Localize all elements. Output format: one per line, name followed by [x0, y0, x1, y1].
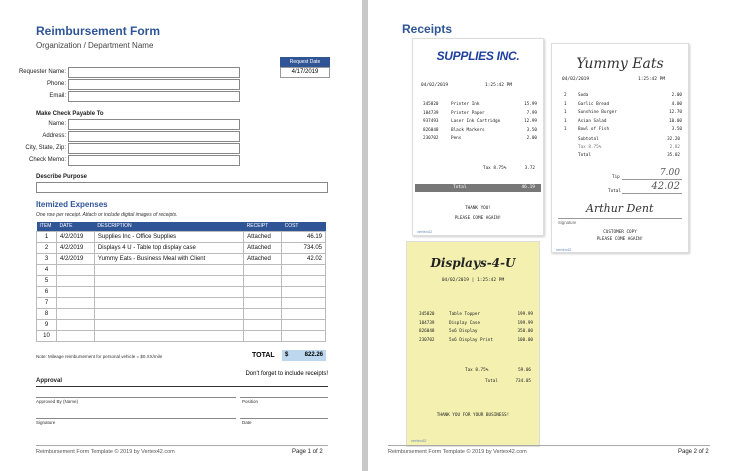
purpose-field[interactable] — [36, 182, 328, 193]
approval-section: Approval — [36, 378, 63, 384]
receipt-item-qty: 1 — [564, 110, 567, 116]
receipt-item-code: 826048 — [423, 127, 439, 133]
receipt-item-row — [423, 127, 537, 136]
receipt-item-code: 230702 — [419, 337, 435, 343]
receipt-item-code: 230702 — [423, 136, 439, 142]
receipts-reminder: Don't forget to include receipts! — [245, 371, 328, 377]
address-label: Address: — [42, 133, 66, 139]
request-date-label: Request Date — [280, 57, 330, 67]
receipt-item-row — [419, 310, 533, 319]
receipt-item-name: Asian Salad — [578, 118, 607, 124]
col-cost: COST — [282, 222, 326, 231]
receipt-item-row — [564, 101, 682, 110]
table-row — [37, 253, 326, 264]
receipt-item-row — [423, 101, 537, 110]
check-name-field[interactable] — [68, 119, 240, 130]
row-cost[interactable] — [282, 286, 326, 297]
receipt-item-row — [564, 118, 682, 127]
date-line[interactable] — [240, 418, 328, 419]
row-description[interactable] — [94, 330, 243, 341]
receipt-item-name: Garlic Bread — [578, 101, 610, 107]
email-label: Email: — [49, 93, 66, 99]
receipt3-tax-label: Tax 8.75% — [465, 368, 489, 373]
receipt2-again: PLEASE COME AGAIN! — [596, 237, 644, 242]
receipt-item-price: 12.99 — [524, 119, 537, 125]
position-label: Position — [242, 399, 259, 404]
signature-label: Signature — [36, 420, 56, 425]
receipt3-datetime: 04/02/2019 | 1:25:42 PM — [441, 278, 505, 283]
row-receipt[interactable] — [244, 264, 282, 275]
receipt-yummy-eats — [551, 43, 689, 253]
row-item-number: 6 — [37, 286, 57, 297]
approval-divider — [36, 386, 328, 387]
requester-name-field[interactable] — [68, 67, 240, 78]
approved-by-line[interactable] — [36, 397, 236, 398]
receipt-item-name: Printer Paper — [451, 110, 485, 116]
receipt-item-price: 4.00 — [671, 101, 682, 107]
receipt1-tax-label: Tax 8.75% — [483, 166, 507, 171]
receipt-supplies-inc — [412, 38, 544, 236]
receipt-item-price: 350.00 — [517, 329, 533, 335]
receipt1-again: PLEASE COME AGAIN! — [454, 216, 502, 221]
col-item: ITEM — [37, 222, 57, 231]
receipt-item-row — [423, 118, 537, 127]
receipt-item-name: Soda — [578, 93, 589, 98]
receipt-item-name: 5x6 Display — [449, 329, 478, 335]
receipt-item-code: 104739 — [423, 110, 439, 116]
table-row — [37, 231, 326, 242]
row-item-number: 3 — [37, 253, 57, 264]
receipt-item-row — [419, 327, 533, 336]
col-receipt: RECEIPT — [244, 222, 282, 231]
receipt1-tax: 3.72 — [524, 166, 535, 171]
purpose-section: Describe Purpose — [36, 174, 88, 180]
footer-copyright: Reimbursement Form Template © 2019 by Vertex42.com — [36, 449, 175, 455]
phone-label: Phone: — [46, 81, 66, 87]
receipt1-time: 1:25:42 PM — [485, 83, 513, 88]
receipt3-vertex42-logo: vertex42 — [411, 438, 427, 443]
receipt-item-price: 10.00 — [669, 118, 682, 124]
receipt-item-row — [564, 126, 682, 135]
table-row — [37, 242, 326, 253]
row-cost[interactable] — [282, 297, 326, 308]
receipt-item-name: Bowl of Fish — [578, 127, 610, 133]
row-receipt[interactable]: Attached — [244, 242, 282, 253]
receipt1-vertex42-logo: vertex42 — [417, 229, 433, 234]
receipt-item-row — [419, 336, 533, 345]
receipt3-total: 734.05 — [515, 379, 531, 384]
receipt-item-price: 15.99 — [524, 102, 537, 107]
table-row — [37, 264, 326, 275]
row-cost[interactable] — [282, 264, 326, 275]
receipt2-subtotal: 32.20 — [667, 137, 680, 142]
row-date[interactable]: 4/2/2019 — [56, 253, 94, 264]
page-number: Page 1 of 2 — [292, 449, 323, 455]
receipt-item-qty: 1 — [564, 101, 567, 107]
check-memo-label: Check Memo: — [28, 157, 66, 163]
table-row — [37, 308, 326, 319]
row-cost[interactable] — [282, 319, 326, 330]
receipt2-tip-label: Tip — [612, 175, 620, 180]
receipt-item-price: 12.70 — [669, 110, 682, 116]
expense-table — [36, 222, 326, 342]
row-item-number: 7 — [37, 297, 57, 308]
city-state-zip-label: City, State, Zip: — [25, 145, 66, 151]
row-description[interactable] — [94, 297, 243, 308]
table-row — [37, 286, 326, 297]
receipt-item-qty: 1 — [564, 127, 567, 133]
form-title: Reimbursement Form — [36, 24, 161, 38]
check-payable-section: Make Check Payable To — [36, 111, 104, 117]
receipt1-thanks: THANK YOU! — [465, 206, 491, 211]
receipt2-time: 1:25:42 PM — [638, 77, 666, 82]
receipt-item-row — [423, 110, 537, 119]
receipt2-copy: CUSTOMER COPY — [603, 230, 637, 235]
receipt-item-row — [423, 135, 537, 144]
receipt2-total-label: Total — [578, 153, 591, 158]
signature-line[interactable] — [36, 418, 236, 419]
receipt3-store: Displays-4-U — [430, 256, 516, 270]
row-item-number: 8 — [37, 308, 57, 319]
row-item-number: 9 — [37, 319, 57, 330]
receipt-item-name: Printer Ink — [451, 102, 480, 107]
row-date[interactable]: 4/2/2019 — [56, 231, 94, 242]
total-box — [282, 350, 326, 361]
receipt2-tip-handwritten: 7.00 — [659, 168, 680, 178]
page-number-2: Page 2 of 2 — [678, 449, 709, 455]
row-cost[interactable]: 734.05 — [282, 242, 326, 253]
receipt-item-price: 2.00 — [526, 136, 537, 142]
row-receipt[interactable] — [244, 286, 282, 297]
receipt-item-price: 100.00 — [517, 337, 533, 343]
receipt2-subtotal-label: Subtotal — [578, 137, 599, 142]
table-row — [37, 330, 326, 341]
footer-divider-2 — [388, 445, 710, 446]
col-date: DATE — [56, 222, 94, 231]
receipt3-thanks: THANK YOU FOR YOUR BUSINESS! — [436, 413, 510, 418]
email-field[interactable] — [68, 91, 240, 102]
receipt-item-price: 199.99 — [517, 312, 533, 317]
receipt1-items — [423, 101, 537, 144]
row-description[interactable] — [94, 286, 243, 297]
receipt-item-code: 345820 — [419, 312, 435, 317]
receipt-item-name: Laser Ink Cartridge — [451, 119, 501, 125]
row-cost[interactable]: 42.02 — [282, 253, 326, 264]
total-label: TOTAL — [252, 352, 275, 359]
receipt1-date: 04/02/2019 — [421, 83, 449, 88]
table-row — [37, 297, 326, 308]
receipt2-signature-label: Signature — [558, 220, 577, 225]
row-item-number: 4 — [37, 264, 57, 275]
approved-by-label: Approved By (Name) — [36, 399, 79, 404]
receipt-item-row — [564, 109, 682, 118]
receipt3-items — [419, 310, 533, 344]
row-description[interactable] — [94, 319, 243, 330]
row-date[interactable] — [56, 275, 94, 286]
receipt2-total2-label: Total — [608, 189, 621, 194]
receipt1-total: 46.19 — [521, 185, 535, 190]
mileage-note: Note: Mileage reimbursement for personal vehicle = $0.XX/mile — [36, 354, 163, 359]
receipt-item-name: Table Topper — [449, 312, 481, 317]
row-date[interactable] — [56, 297, 94, 308]
receipt-item-code: 345820 — [423, 102, 439, 107]
row-cost[interactable] — [282, 330, 326, 341]
row-date[interactable] — [56, 319, 94, 330]
row-cost[interactable] — [282, 308, 326, 319]
row-item-number: 10 — [37, 330, 57, 341]
date-label: Date — [242, 420, 252, 425]
city-state-zip-field[interactable] — [68, 143, 240, 154]
address-field[interactable] — [68, 131, 240, 142]
col-description: DESCRIPTION — [94, 222, 243, 231]
row-item-number: 5 — [37, 275, 57, 286]
footer-divider — [36, 445, 328, 446]
receipt-item-code: 937493 — [423, 119, 439, 125]
row-item-number: 2 — [37, 242, 57, 253]
receipt3-total-label: Total — [485, 379, 498, 384]
row-date[interactable] — [56, 330, 94, 341]
check-name-label: Name: — [48, 121, 66, 127]
row-date[interactable] — [56, 264, 94, 275]
position-line[interactable] — [240, 397, 328, 398]
receipt2-signature-line — [558, 218, 682, 219]
receipt-item-qty: 1 — [564, 118, 567, 124]
receipt-item-code: 104739 — [419, 320, 435, 326]
receipt3-tax: 59.06 — [518, 368, 531, 373]
organization-name[interactable]: Organization / Department Name — [36, 41, 154, 50]
receipt-item-name: Sunshine Burger — [578, 110, 617, 116]
receipt-item-name: Black Markers — [451, 127, 485, 133]
row-receipt[interactable] — [244, 275, 282, 286]
receipt2-store: Yummy Eats — [576, 56, 664, 72]
receipt-item-name: 5x6 Display Print — [449, 337, 493, 343]
total-currency: $ — [285, 352, 289, 358]
receipt2-tax-label: Tax 8.75% — [578, 145, 602, 150]
table-row — [37, 275, 326, 286]
check-memo-field[interactable] — [68, 155, 240, 166]
total-value: 822.26 — [304, 352, 323, 358]
receipt-item-name: Pens — [451, 136, 462, 142]
row-description[interactable] — [94, 275, 243, 286]
footer-copyright-2: Reimbursement Form Template © 2019 by Vertex42.com — [388, 449, 527, 455]
receipt-item-price: 2.00 — [671, 93, 682, 98]
receipt2-signature-handwritten: Arthur Dent — [586, 202, 654, 215]
receipt-item-row — [419, 319, 533, 328]
row-date[interactable] — [56, 286, 94, 297]
receipt1-total-bar — [415, 184, 541, 192]
receipt2-total-line — [622, 193, 682, 194]
row-date[interactable]: 4/2/2019 — [56, 242, 94, 253]
itemized-expenses-title: Itemized Expenses — [36, 200, 108, 209]
row-receipt[interactable] — [244, 330, 282, 341]
row-receipt[interactable] — [244, 308, 282, 319]
row-description[interactable]: Displays 4 U - Table top display case — [94, 242, 243, 253]
receipts-page-2 — [368, 0, 730, 471]
row-receipt[interactable] — [244, 297, 282, 308]
receipt-item-price: 199.99 — [517, 320, 533, 326]
row-cost[interactable] — [282, 275, 326, 286]
receipt1-total-label: Total — [453, 185, 467, 190]
request-date-field[interactable]: 4/17/2019 — [280, 67, 330, 78]
form-page-1 — [0, 0, 362, 471]
receipt-item-code: 826048 — [419, 329, 435, 335]
receipt2-items — [564, 92, 682, 135]
row-item-number: 1 — [37, 231, 57, 242]
table-row — [37, 319, 326, 330]
row-description[interactable] — [94, 308, 243, 319]
row-description[interactable]: Supplies Inc - Office Supplies — [94, 231, 243, 242]
receipt-displays-4-u — [406, 241, 540, 447]
receipt2-date: 04/02/2019 — [562, 77, 590, 82]
row-description[interactable] — [94, 264, 243, 275]
receipt-item-name: Display Case — [449, 320, 481, 326]
receipt2-tip-line — [622, 179, 682, 180]
phone-field[interactable] — [68, 79, 240, 90]
row-receipt[interactable]: Attached — [244, 231, 282, 242]
receipt1-store: SUPPLIES INC. — [436, 49, 520, 63]
itemized-note: One row per receipt. Attach or include digital images of receipts. — [36, 212, 178, 218]
row-date[interactable] — [56, 308, 94, 319]
receipt-item-price: 3.50 — [671, 127, 682, 133]
receipt-item-row — [564, 92, 682, 101]
receipt2-total: 35.02 — [667, 153, 680, 158]
requester-name-label: Requester Name: — [18, 69, 66, 75]
receipt2-total-handwritten: 42.02 — [651, 181, 680, 192]
expense-table-header — [37, 222, 326, 231]
row-cost[interactable]: 46.19 — [282, 231, 326, 242]
receipt-item-price: 3.50 — [526, 127, 537, 133]
receipt2-tax: 2.82 — [669, 145, 680, 150]
receipt-item-price: 7.99 — [526, 110, 537, 116]
receipt-item-qty: 2 — [564, 93, 567, 98]
row-receipt[interactable] — [244, 319, 282, 330]
receipts-title: Receipts — [402, 22, 453, 36]
row-receipt[interactable]: Attached — [244, 253, 282, 264]
receipt2-vertex42-logo: vertex42 — [556, 247, 572, 252]
row-description[interactable]: Yummy Eats - Business Meal with Client — [94, 253, 243, 264]
